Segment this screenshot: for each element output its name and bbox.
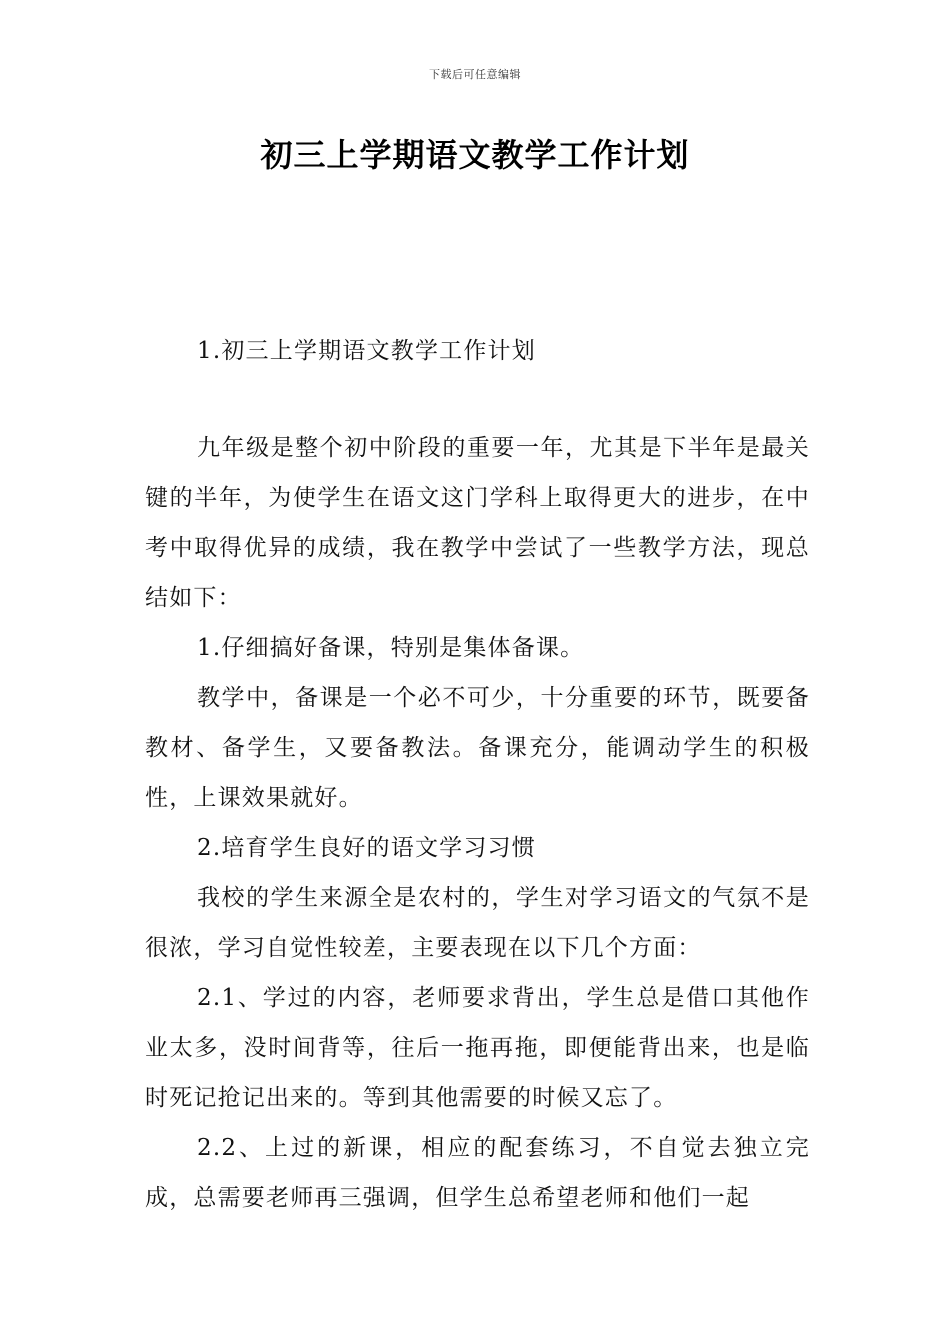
paragraph: 我校的学生来源全是农村的，学生对学习语文的气氛不是很浓，学习自觉性较差，主要表现在以下几个方面： [145, 885, 810, 961]
paragraph: 1.仔细搞好备课，特别是集体备课。 [197, 635, 585, 661]
document-title: 初三上学期语文教学工作计划 [260, 136, 690, 174]
paragraph: 2.2、上过的新课，相应的配套练习，不自觉去独立完成，总需要老师再三强调，但学生总希望老师和他们一起 [145, 1135, 810, 1211]
paragraph: 2.1、学过的内容，老师要求背出，学生总是借口其他作业太多，没时间背等，往后一拖再拖，即便能背出来，也是临时死记抢记出来的。等到其他需要的时候又忘了。 [145, 985, 810, 1111]
paragraph: 九年级是整个初中阶段的重要一年，尤其是下半年是最关键的半年，为使学生在语文这门学科上取得更大的进步，在中考中取得优异的成绩，我在教学中尝试了一些教学方法，现总结如下： [145, 435, 810, 611]
paragraph: 教学中，备课是一个必不可少，十分重要的环节，既要备教材、备学生，又要备教法。备课充分，能调动学生的积极性，上课效果就好。 [145, 685, 810, 811]
section-heading-text: 1.初三上学期语文教学工作计划 [197, 338, 536, 364]
section-heading [145, 326, 810, 376]
document-body [145, 423, 810, 1223]
paragraph: 2.培育学生良好的语文学习习惯 [197, 835, 536, 861]
header-note: 下载后可任意编辑 [429, 68, 521, 81]
